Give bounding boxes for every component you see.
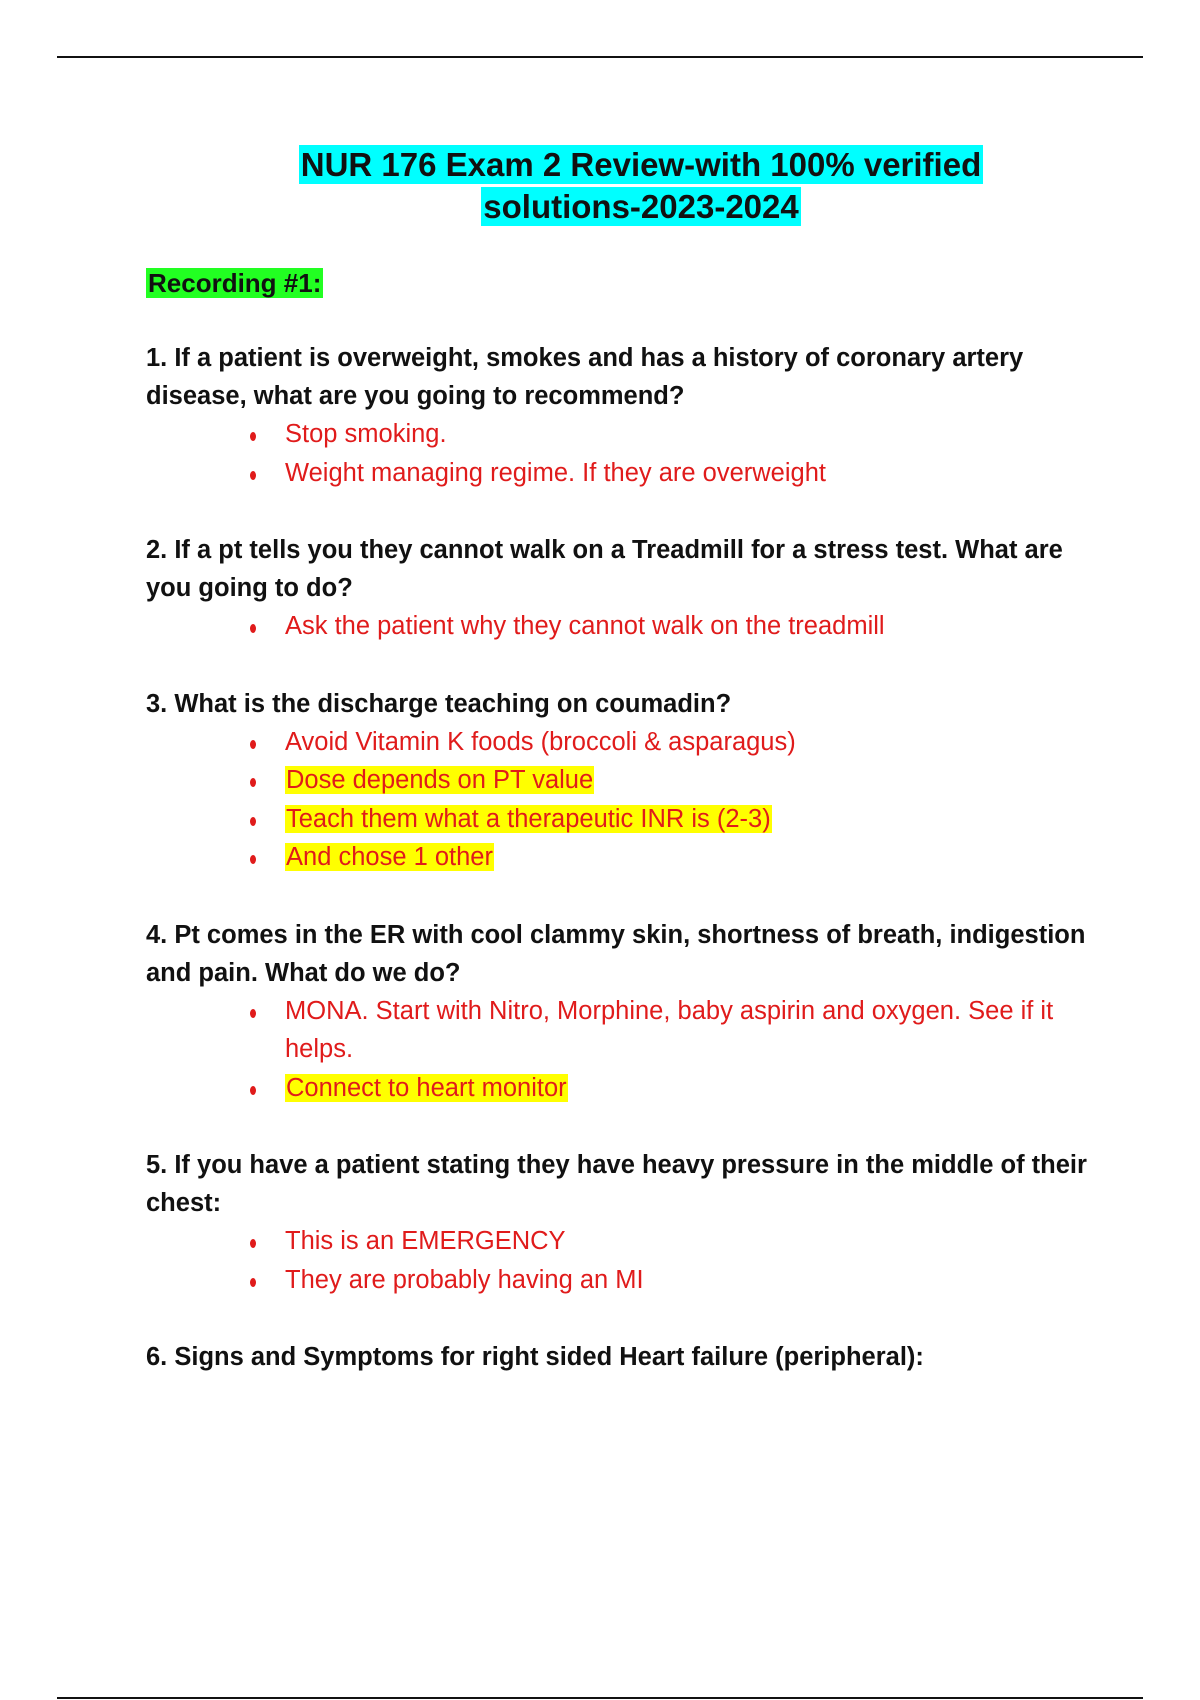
section-label	[146, 266, 1106, 300]
answer-text: Weight managing regime. If they are overweight	[285, 458, 826, 487]
answer-item	[250, 1222, 1106, 1261]
answer-item	[250, 723, 1106, 762]
answer-item	[250, 838, 1106, 877]
top-rule	[57, 56, 1143, 58]
question-text: 2. If a pt tells you they cannot walk on a Treadmill for a stress test. What are you going to do?	[146, 536, 1063, 602]
answer-item	[250, 1261, 1106, 1300]
question-text: 6. Signs and Symptoms for right sided Heart failure (peripheral):	[146, 1343, 924, 1371]
question-block	[146, 1338, 1106, 1376]
document-body	[146, 144, 1106, 1376]
answer-list	[146, 607, 1106, 646]
question-block	[146, 339, 1106, 492]
question-text: 3. What is the discharge teaching on coumadin?	[146, 689, 732, 718]
question-block	[146, 916, 1106, 1108]
document-title	[211, 144, 1041, 228]
answer-text: MONA. Start with Nitro, Morphine, baby aspirin and oxygen. See if it helps.	[285, 996, 1054, 1063]
answer-item	[250, 761, 1106, 800]
answer-text: Ask the patient why they cannot walk on the treadmill	[285, 612, 885, 640]
answer-list	[146, 723, 1106, 877]
question-block	[146, 685, 1106, 877]
answer-item	[250, 800, 1106, 839]
question-text: 4. Pt comes in the ER with cool clammy skin, shortness of breath, indigestion and pain. What do we do?	[146, 920, 1086, 987]
answer-list	[146, 1222, 1106, 1299]
highlighted-answer-text: Connect to heart monitor	[286, 1073, 567, 1102]
answer-item	[250, 454, 1106, 493]
question-block	[146, 1146, 1106, 1299]
answer-text: Stop smoking.	[285, 420, 447, 448]
bottom-rule	[57, 1697, 1143, 1699]
question-block	[146, 531, 1106, 646]
question-text: 5. If you have a patient stating they have heavy pressure in the middle of their chest:	[146, 1151, 1087, 1217]
highlighted-answer-text: Dose depends on PT value	[286, 766, 594, 794]
question-list	[146, 339, 1106, 1376]
answer-item	[250, 1069, 1106, 1108]
answer-text: This is an EMERGENCY	[285, 1227, 566, 1255]
answer-list	[146, 992, 1106, 1108]
answer-item	[250, 415, 1106, 454]
section-label-text: Recording #1:	[148, 268, 322, 298]
question-text: 1. If a patient is overweight, smokes and has a history of coronary artery disease, what are you going to recommend?	[146, 344, 1024, 410]
answer-item	[250, 992, 1106, 1069]
answer-text: Avoid Vitamin K foods (broccoli & asparagus)	[285, 727, 796, 756]
answer-list	[146, 415, 1106, 492]
answer-item	[250, 607, 1106, 646]
highlighted-answer-text: Teach them what a therapeutic INR is (2-3)	[286, 804, 771, 833]
answer-text: They are probably having an MI	[285, 1265, 644, 1294]
document-title-text: NUR 176 Exam 2 Review-with 100% verified solutions-2023-2024	[300, 146, 982, 225]
highlighted-answer-text: And chose 1 other	[286, 843, 493, 871]
